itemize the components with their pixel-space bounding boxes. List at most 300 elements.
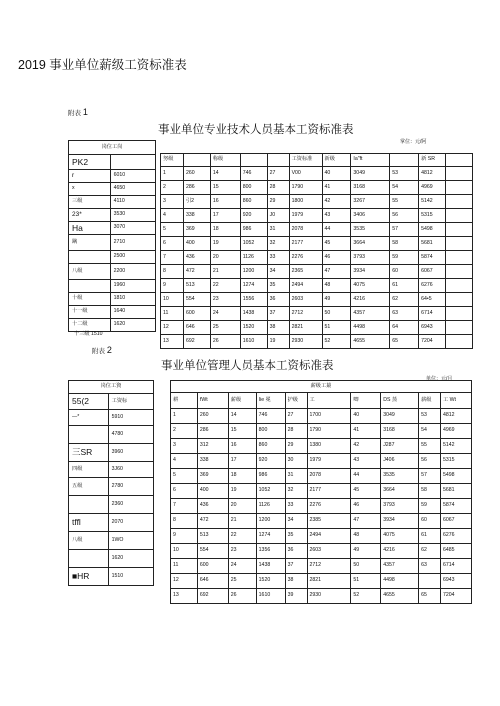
salary-header-cell: Iie 冕 [256, 393, 285, 409]
post-level: PK2 [69, 155, 111, 170]
post-level [69, 496, 109, 514]
table2-title: 事业单位管理人员基本工资标准表 [161, 360, 334, 372]
salary-cell-empty [446, 181, 473, 195]
salary-cell: 1200 [240, 265, 267, 279]
salary-row [161, 223, 473, 237]
salary-cell: 800 [240, 181, 267, 195]
salary-cell: 7204 [419, 335, 446, 349]
salary-cell: 646 [197, 574, 228, 589]
post-wage: 4780 [108, 426, 153, 444]
post-wage: 1WO [108, 532, 153, 550]
salary-cell: 2494 [289, 279, 322, 293]
salary-cell: 3535 [381, 469, 419, 484]
salary-cell: 32 [285, 484, 307, 499]
salary-cell: 3049 [381, 409, 419, 424]
salary-cell: 27 [285, 409, 307, 424]
post-row [69, 550, 154, 568]
salary-cell: 17 [210, 209, 240, 223]
salary-cell: 52 [351, 589, 381, 604]
salary-cell: 41 [351, 424, 381, 439]
salary-cell: 600 [197, 559, 228, 574]
salary-cell: 800 [256, 424, 285, 439]
salary-cell: 29 [285, 439, 307, 454]
post-wage: 2070 [108, 514, 153, 532]
post-row [69, 568, 154, 586]
salary-cell: 65 [390, 335, 419, 349]
salary-cell-empty [446, 223, 473, 237]
salary-cell: 1274 [256, 529, 285, 544]
salary-cell: 64 [390, 321, 419, 335]
salary-row [171, 499, 472, 514]
salary-cell: 2 [161, 181, 184, 195]
salary-cell: 14 [210, 167, 240, 181]
salary-cell: 24 [210, 307, 240, 321]
salary-cell: 62 [419, 544, 441, 559]
salary-cell: 28 [267, 181, 289, 195]
salary-cell: 42 [351, 439, 381, 454]
salary-cell: 2494 [307, 529, 351, 544]
salary-cell: 986 [240, 223, 267, 237]
salary-header-cell: 工资标准 [289, 154, 322, 167]
salary-cell: 6276 [441, 529, 472, 544]
salary-cell: 60 [419, 514, 441, 529]
salary-cell: 21 [210, 265, 240, 279]
salary-header-cell: 新级 [322, 154, 351, 167]
salary-cell: 513 [197, 529, 228, 544]
annex-1-prefix: 附表 [68, 110, 81, 117]
salary-cell: 1520 [256, 574, 285, 589]
salary-cell: 38 [267, 321, 289, 335]
post-header: 岗位工資 [69, 381, 154, 394]
salary-cell: 23 [228, 544, 256, 559]
post-subheader-level: 55(2 [69, 394, 109, 410]
salary-cell: 2930 [289, 335, 322, 349]
post-row [69, 264, 156, 280]
salary-cell-empty [446, 265, 473, 279]
salary-cell: 920 [240, 209, 267, 223]
salary-cell: 2 [171, 424, 198, 439]
post-level: tffl [69, 514, 109, 532]
salary-cell: 21 [228, 514, 256, 529]
salary-header-cell: 唧 [351, 393, 381, 409]
salary-cell: 1800 [289, 195, 322, 209]
post-level [69, 251, 111, 264]
salary-cell [419, 574, 441, 589]
salary-cell: 19 [267, 335, 289, 349]
salary-row [161, 293, 473, 307]
salary-row [171, 454, 472, 469]
salary-row [161, 321, 473, 335]
salary-cell: 20 [228, 499, 256, 514]
salary-header-cell: DS 蒸 [381, 393, 419, 409]
annex-2-label [92, 345, 112, 355]
salary-cell: 14 [228, 409, 256, 424]
salary-header-cell: 薪级 [419, 393, 441, 409]
post-wage: 1960 [110, 280, 155, 293]
salary-cell: 47 [322, 265, 351, 279]
post-wage: 2360 [108, 496, 153, 514]
salary-cell: 2078 [289, 223, 322, 237]
salary-row [161, 209, 473, 223]
salary-cell: 692 [183, 335, 210, 349]
salary-cell: 369 [183, 223, 210, 237]
salary-cell: 36 [285, 544, 307, 559]
salary-cell: 554 [183, 293, 210, 307]
post-row [69, 410, 154, 426]
salary-cell: 5315 [441, 454, 472, 469]
salary-row [161, 167, 473, 181]
salary-cell: V00 [289, 167, 322, 181]
post-row [69, 196, 156, 209]
salary-cell: 47 [351, 514, 381, 529]
salary-cell: 10 [171, 544, 198, 559]
salary-cell: 692 [197, 589, 228, 604]
post-row [69, 444, 154, 462]
salary-cell: 6943 [441, 574, 472, 589]
salary-cell: 4812 [419, 167, 446, 181]
salary-cell: 3664 [381, 484, 419, 499]
salary-cell: 51 [322, 321, 351, 335]
salary-cell: 1979 [307, 454, 351, 469]
salary-cell: 2603 [289, 293, 322, 307]
salary-row [171, 589, 472, 604]
salary-cell-empty [446, 293, 473, 307]
salary-cell: 1790 [289, 181, 322, 195]
table2-unit: 单位：元/月 [426, 376, 453, 382]
salary-cell: 286 [183, 181, 210, 195]
post-wage: 6010 [110, 170, 155, 183]
salary-cell: 2385 [307, 514, 351, 529]
salary-cell: 22 [210, 279, 240, 293]
salary-cell: 600 [183, 307, 210, 321]
salary-cell: 2276 [307, 499, 351, 514]
salary-cell: 18 [210, 223, 240, 237]
salary-cell: 34 [267, 265, 289, 279]
salary-cell: 7 [171, 499, 198, 514]
salary-cell: 57 [419, 469, 441, 484]
post-row [69, 462, 154, 478]
salary-row [161, 251, 473, 265]
post-level: 八级 [69, 532, 109, 550]
post-wage [110, 155, 155, 170]
salary-cell: 4 [171, 454, 198, 469]
salary-cell: 25 [228, 574, 256, 589]
salary-cell: 5 [161, 223, 184, 237]
post-footer: 十三级 1510 [74, 331, 103, 337]
salary-cell-empty [446, 279, 473, 293]
salary-cell: 338 [183, 209, 210, 223]
salary-cell: 9 [161, 279, 184, 293]
salary-cell: 3 [171, 439, 198, 454]
post-row [69, 478, 154, 496]
salary-cell: 6 [171, 484, 198, 499]
salary-header-cell: 工 Wt [441, 393, 472, 409]
salary-cell: 32 [267, 237, 289, 251]
salary-cell: 4075 [351, 279, 390, 293]
post-level: ■HR [69, 568, 109, 586]
salary-row [161, 181, 473, 195]
salary-header-cell [240, 154, 267, 167]
salary-cell: 12 [171, 574, 198, 589]
salary-cell: 860 [256, 439, 285, 454]
salary-header-cell [183, 154, 210, 167]
salary-cell: 3664 [351, 237, 390, 251]
salary-cell: 3793 [381, 499, 419, 514]
post-level: r [69, 170, 111, 183]
salary-cell: 2712 [307, 559, 351, 574]
post-wage: 2710 [110, 235, 155, 251]
salary-cell: 338 [197, 454, 228, 469]
salary-cell: 3049 [351, 167, 390, 181]
salary-cell: 16 [210, 195, 240, 209]
salary-cell: 34 [285, 514, 307, 529]
post-level: 十一级 [69, 306, 111, 319]
salary-cell: 3 [161, 195, 184, 209]
salary-cell: 48 [351, 529, 381, 544]
table1-unit: 掌位：元/阿 [400, 139, 427, 145]
salary-cell: 28 [285, 424, 307, 439]
salary-cell: 3168 [381, 424, 419, 439]
salary-cell: 4357 [381, 559, 419, 574]
salary-cell: 3793 [351, 251, 390, 265]
post-row [69, 280, 156, 293]
salary-cell: 746 [256, 409, 285, 424]
salary-row [171, 514, 472, 529]
salary-cell: 286 [197, 424, 228, 439]
salary-cell: 5 [171, 469, 198, 484]
salary-cell: 55 [419, 439, 441, 454]
salary-cell: 40 [322, 167, 351, 181]
post-level: 四级 [69, 462, 109, 478]
salary-cell: 3535 [351, 223, 390, 237]
salary-cell: 26 [228, 589, 256, 604]
salary-row [171, 529, 472, 544]
salary-cell-empty [446, 307, 473, 321]
salary-cell: 5315 [419, 209, 446, 223]
salary-cell: 23 [210, 293, 240, 307]
salary-header-cell: 薪级 [228, 393, 256, 409]
post-level: 三SR [69, 444, 109, 462]
salary-cell: 49 [322, 293, 351, 307]
post-level: 十级 [69, 293, 111, 306]
post-wage: 1620 [110, 319, 155, 332]
salary-header-cell: 耕 [171, 393, 198, 409]
salary-cell: 24 [228, 559, 256, 574]
salary-cell: 6067 [441, 514, 472, 529]
post-level: 蹒 [69, 235, 111, 251]
salary-header-cell: 工 [307, 393, 351, 409]
salary-cell: 260 [183, 167, 210, 181]
salary-cell: 5142 [419, 195, 446, 209]
salary-cell-empty [446, 167, 473, 181]
salary-cell: 57 [390, 223, 419, 237]
salary-cell: 513 [183, 279, 210, 293]
salary-cell: 59 [390, 251, 419, 265]
salary-cell: 4498 [381, 574, 419, 589]
salary-cell: 20 [210, 251, 240, 265]
salary-cell: 4498 [351, 321, 390, 335]
salary-header-cell: 护级 [285, 393, 307, 409]
post-wage: 3960 [108, 444, 153, 462]
salary-cell: 472 [197, 514, 228, 529]
post-level: 三级 [69, 196, 111, 209]
salary-cell: 52 [322, 335, 351, 349]
salary-row [171, 484, 472, 499]
salary-cell: 1200 [256, 514, 285, 529]
salary-cell: 19 [228, 484, 256, 499]
salary-cell: 5874 [441, 499, 472, 514]
salary-cell: 31 [267, 223, 289, 237]
post-wage: 3J60 [108, 462, 153, 478]
salary-header-cell [446, 154, 473, 167]
salary-cell: 12 [161, 321, 184, 335]
salary-cell: 6 [161, 237, 184, 251]
salary-cell: 35 [267, 279, 289, 293]
post-row [69, 532, 154, 550]
annex-1-number: 1 [82, 107, 88, 117]
salary-cell: 33 [285, 499, 307, 514]
salary-cell: 43 [322, 209, 351, 223]
salary-cell: 13 [171, 589, 198, 604]
salary-cell: 64•5 [419, 293, 446, 307]
post-wage: 4110 [110, 196, 155, 209]
salary-row [171, 559, 472, 574]
post-level: —* [69, 410, 109, 426]
post-row [69, 426, 154, 444]
post-level: 八级 [69, 264, 111, 280]
salary-cell: 46 [322, 251, 351, 265]
salary-cell: 1520 [240, 321, 267, 335]
post-row [69, 293, 156, 306]
salary-cell: 860 [240, 195, 267, 209]
salary-cell: 1790 [307, 424, 351, 439]
salary-cell: 5681 [441, 484, 472, 499]
salary-cell: 55 [390, 195, 419, 209]
salary-cell: 436 [197, 499, 228, 514]
salary-cell: 4812 [441, 409, 472, 424]
salary-cell: 63 [419, 559, 441, 574]
post-wage: 2200 [110, 264, 155, 280]
salary-cell: 4969 [441, 424, 472, 439]
post-subheader-wage: 工资标 [108, 394, 153, 410]
post-wage: 1810 [110, 293, 155, 306]
post-level [69, 426, 109, 444]
salary-cell: 48 [322, 279, 351, 293]
salary-cell: 5498 [419, 223, 446, 237]
salary-cell: 4655 [381, 589, 419, 604]
salary-cell: 1380 [307, 439, 351, 454]
post-level: 十二级 [69, 319, 111, 332]
table2-post-table [68, 380, 154, 586]
post-level [69, 280, 111, 293]
salary-header-cell [390, 154, 419, 167]
salary-cell: 6714 [419, 307, 446, 321]
post-level: 五级 [69, 478, 109, 496]
salary-cell: 33 [267, 251, 289, 265]
salary-cell: 1052 [256, 484, 285, 499]
salary-cell: 8 [171, 514, 198, 529]
salary-cell: 2930 [307, 589, 351, 604]
salary-cell: 400 [197, 484, 228, 499]
salary-cell: 1700 [307, 409, 351, 424]
salary-cell: 1556 [240, 293, 267, 307]
salary-row [171, 409, 472, 424]
salary-row [161, 195, 473, 209]
salary-cell: 3168 [351, 181, 390, 195]
salary-cell: 10 [161, 293, 184, 307]
salary-cell: 369 [197, 469, 228, 484]
post-row [69, 155, 156, 170]
table1-post-table [68, 140, 156, 332]
salary-cell: 4 [161, 209, 184, 223]
salary-cell: 63 [390, 307, 419, 321]
salary-cell: 54 [419, 424, 441, 439]
salary-cell: 986 [256, 469, 285, 484]
salary-cell: 5874 [419, 251, 446, 265]
salary-cell: 39 [285, 589, 307, 604]
salary-cell: 49 [351, 544, 381, 559]
salary-cell: 50 [322, 307, 351, 321]
salary-cell: 4216 [351, 293, 390, 307]
salary-cell: 61 [419, 529, 441, 544]
salary-cell: 40 [351, 409, 381, 424]
salary-group-header: 薪级工蕞 [171, 381, 472, 393]
salary-cell: 61 [390, 279, 419, 293]
salary-cell: 46 [351, 499, 381, 514]
salary-row [161, 335, 473, 349]
salary-cell: 7 [161, 251, 184, 265]
salary-row [161, 279, 473, 293]
salary-cell: 436 [183, 251, 210, 265]
salary-cell: 1438 [256, 559, 285, 574]
salary-cell: 9 [171, 529, 198, 544]
salary-cell-empty [446, 195, 473, 209]
salary-header-cell: Ia"ft [351, 154, 390, 167]
post-level: Ha [69, 222, 111, 235]
table1-salary-table [160, 153, 473, 349]
salary-cell: 8 [161, 265, 184, 279]
salary-cell: 59 [419, 499, 441, 514]
salary-cell: J0 [267, 209, 289, 223]
salary-cell: 13 [161, 335, 184, 349]
table2-salary-table [170, 380, 472, 604]
salary-cell: 引2 [183, 195, 210, 209]
salary-cell: 6067 [419, 265, 446, 279]
salary-cell: 920 [256, 454, 285, 469]
salary-cell: 51 [351, 574, 381, 589]
post-row [69, 235, 156, 251]
post-wage: 3070 [110, 222, 155, 235]
salary-cell: 4969 [419, 181, 446, 195]
post-row [69, 514, 154, 532]
salary-header-cell: 称级 [210, 154, 240, 167]
document-title: 2019 事业单位薪级工资标准表 [18, 58, 187, 72]
salary-cell: 1274 [240, 279, 267, 293]
salary-cell: 3934 [351, 265, 390, 279]
salary-cell: 53 [419, 409, 441, 424]
salary-cell: 56 [419, 454, 441, 469]
salary-cell: 5498 [441, 469, 472, 484]
salary-cell: 472 [183, 265, 210, 279]
salary-cell: 1 [161, 167, 184, 181]
post-wage: 5910 [108, 410, 153, 426]
salary-cell: 2177 [307, 484, 351, 499]
salary-cell: 58 [390, 237, 419, 251]
salary-cell-empty [446, 335, 473, 349]
salary-cell: 16 [228, 439, 256, 454]
salary-cell: 15 [228, 424, 256, 439]
post-wage: 3530 [110, 209, 155, 222]
